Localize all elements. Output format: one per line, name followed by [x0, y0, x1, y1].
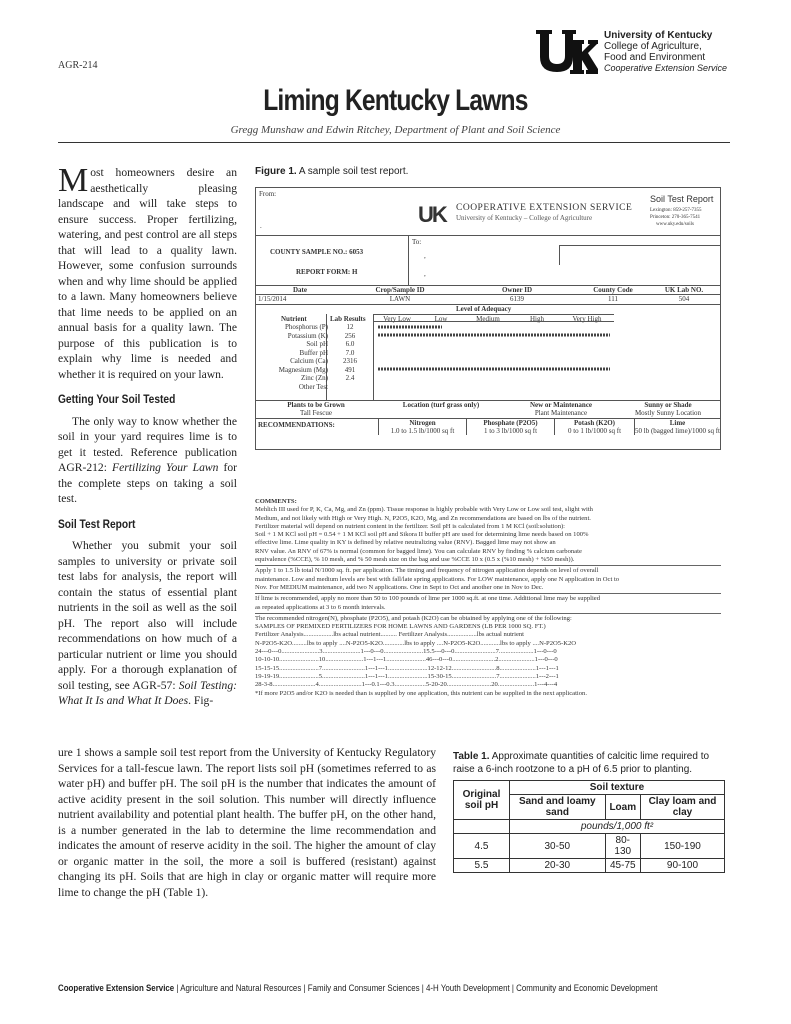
table-row-header: Original soil pH [454, 781, 510, 820]
level-low: Low [434, 315, 448, 323]
figure-caption [255, 166, 408, 177]
report-divider-1 [256, 235, 720, 236]
result-value: 256 [344, 331, 356, 340]
dropcap: M [58, 162, 89, 199]
rec-nitrogen [378, 419, 466, 435]
comment-line: Medium, and not likely with High or Very High. N, P2O5, K2O, Mg, and Zn recommendations are based on lbs of the nutrient. [255, 514, 591, 522]
table-cell: 30-50 [510, 834, 606, 859]
nutrient-name: Buffer pH [299, 348, 328, 357]
rec-lime-label: Lime [669, 419, 686, 427]
comment-line: Nov. For MEDIUM maintenance, add two N applications. One in Sept to Oct and another one in Nov to Dec. [255, 583, 544, 591]
rec-phosphate [466, 419, 554, 435]
result-value: 7.0 [345, 348, 355, 357]
table-cell: 80-130 [605, 834, 640, 859]
comment-line: Fertilizer material will depend on nutrient content in the fertilizer. Soil pH is calculated from 1 M KCl (soil:solution): [255, 522, 566, 530]
comment-line: 24---0---0.......................3.......................1---0---0........................15.5---0---0.........................7.....................1---0---0 [255, 648, 557, 656]
report-col-lab: UK Lab NO. [664, 286, 704, 294]
header-rule [58, 142, 730, 143]
nutrient-name: Calcium (Ca) [290, 357, 328, 365]
report-uk-logo: UK [418, 202, 446, 227]
uk-logo [536, 30, 598, 78]
report-to-dot1: , [424, 252, 426, 260]
para3-text-a: Whether you submit your soil samples to university or private soil test labs for analysis, the report will contain the status of essential plant nutrients in the soil as well as the soil pH. The report also will include recommendations on how much of a particular nutrient or lime you should apply. For a thorough explanation of soil testing, see AGR-57: [58, 539, 237, 692]
report-side-box [559, 245, 720, 265]
result-value: 2316 [343, 357, 357, 365]
comments-divider [255, 565, 721, 566]
table-cell-ph: 4.5 [454, 834, 510, 859]
figure-caption-text: A sample soil test report. [296, 166, 409, 177]
footer-ces: Cooperative Extension Service [58, 983, 175, 993]
table-group-header: Soil texture [510, 781, 725, 795]
comment-line: equivalence (%CCE), % 10 mesh, and % 50 mesh size on the bag and use %CCE 10 x (0.5 x (%10 mesh) + %50 mesh)). [255, 556, 575, 564]
comment-line: effective lime. Lime quality in KY is defined by relative neutralizing value (RNV). Bagged lime may not show an [255, 539, 556, 547]
report-level-adequacy: Level of Adequacy [456, 305, 512, 313]
location-head: Location (turf grass only) [402, 401, 480, 409]
report-princeton: Princeton: 270-365-7541 [650, 215, 701, 220]
nutrient-name: Potassium (K) [287, 331, 328, 340]
report-col-county: County Code [593, 286, 633, 294]
college-name-line1: College of Agriculture, [604, 41, 702, 52]
report-col-owner: Owner ID [501, 286, 532, 294]
publication-code: AGR-214 [58, 60, 98, 71]
comment-line: *If more P2O5 and/or K2O is needed than is supplied by one application, this nutrient can be supplied in the next application. [255, 689, 587, 697]
report-form: REPORT FORM: H [296, 268, 358, 276]
result-value: 6.0 [345, 340, 355, 348]
level-very-high: Very High [572, 315, 602, 323]
para3-text-b: . Fig- [188, 694, 214, 707]
report-nutrient-head: Nutrient [281, 315, 307, 323]
left-column [58, 162, 237, 715]
report-to-dot2: , [424, 270, 426, 278]
table-cell: 20-30 [510, 859, 606, 873]
authors: Gregg Munshaw and Edwin Ritchey, Department of Plant and Soil Science [230, 124, 561, 136]
nutrient-name: Zinc (Zn) [300, 374, 328, 382]
comment-line: 10-10-10........................10.......................1---1---1........................46---0---0..........................2......................1---0---0 [255, 656, 558, 664]
comment-line: Soil + 1 M KCl soil pH = 0.54 + 1 M KCl soil pH and Sikora II buffer pH are used for determining lime needs based on 100% [255, 531, 589, 539]
extension-service-name: Cooperative Extension Service [604, 63, 728, 73]
table-units-row [454, 820, 725, 834]
report-from-dot: . [260, 222, 262, 230]
reference-soil-testing: Soil Testing: What It Is and What It Does [58, 678, 237, 707]
table-cell: 90-100 [640, 859, 724, 873]
table-header-row-1 [454, 781, 725, 795]
reference-fertilizing-your-lawn: Fertilizing Your Lawn [112, 461, 219, 474]
para2-text-b: for the complete steps on taking a soil test. [58, 461, 237, 505]
result-value: 491 [344, 365, 356, 374]
rec-phosphate-value: 1 to 3 lb/1000 sq ft [483, 427, 538, 435]
report-divider-to [408, 235, 409, 285]
table-units: pounds/1,000 ft² [510, 820, 725, 834]
result-value: 2.4 [345, 374, 355, 382]
report-result-values [328, 323, 372, 383]
table-label: Table 1. [453, 751, 490, 762]
rec-potash-label: Potash (K2O) [573, 419, 616, 427]
comment-line: 19-19-19........................5..........................1---1---1........................15-30-15...........................7......................1---2---1 [255, 672, 559, 680]
comment-line: maintenance. Low and medium levels are best with fall/late spring applications. For LOW maintenance, apply one N application in Oct to [255, 575, 620, 583]
soil-ph-paragraph: ure 1 shows a sample soil test report from the University of Kentucky Regulatory Services for a tall-fescue lawn. The report lists soil pH (sometimes referred to as water pH) and buffer pH. The soil pH is the number that indicates the amount of active acidity present in the soil solution. This number will directly influence nutrient availability and potential plant health. The buffer pH, on the other hand, is a number generated in the lab to determine the lime recommendation and indicates the amount of reserve acidity in the soil. The higher the amount of clay or organic matter in the soil, the more a soil is buffered (resistant) against changing its pH. Soils that are high in clay or organic matter will require more lime to change the pH (Table 1). [58, 746, 436, 899]
comment-line: as repeated applications at 3 to 6 month intervals. [255, 603, 386, 611]
report-nutrient-names [258, 323, 328, 391]
nutrient-name: Phosphorus (P) [285, 323, 328, 331]
table-col-header: Sand and loamy sand [510, 795, 606, 820]
report-from: From: [259, 190, 277, 198]
soil-test-report-figure [255, 187, 721, 450]
comment-line: Mehlich III used for P, K, Ca, Mg, and Zn (ppm). Tissue response is highly probable with Very Low or Low soil test, slight with [255, 506, 593, 514]
table-caption-text: Approximate quantities of calcitic lime required to raise a 6-inch rootzone to a pH of 6.5 prior to planting. [453, 751, 710, 775]
report-title: Soil Test Report [650, 194, 714, 204]
rec-nitrogen-label: Nitrogen [409, 419, 436, 427]
institution-block [604, 30, 727, 74]
rec-potash [554, 419, 634, 435]
paragraph-soil-tested [58, 414, 237, 507]
footer [58, 983, 657, 993]
report-county-sample: COUNTY SAMPLE NO.: 6053 [270, 248, 364, 256]
comment-line: Fertilizer Analysis..................lbs actual nutrient.......... Fertilizer Analysis..................lbs actual nutrient [255, 631, 525, 639]
level-high: High [530, 315, 544, 323]
intro-text: ost homeowners desire an aesthetically pleasing landscape and will take steps to ensure success. Proper fertilizing, watering, and pest control are all steps that will lead to a quality lawn. However, some confusion surrounds when and why lime should be applied to a lawn. Many homeowners believe that lime needs to be applied on an annual basis for a quality lawn. The purpose of this publication is to explain why lime is needed and whether it is required on your lawn. [58, 166, 237, 381]
comment-line: 28-3-8..........................4..........................1---0.1---0.3...................5-20-20...........................20......................1---4---4 [255, 681, 558, 689]
report-lexington: Lexington: 859-257-7355 [650, 208, 702, 213]
report-web: www.uky.edu/soils [656, 222, 694, 227]
adequacy-bars [374, 322, 720, 400]
para2-text-a: The only way to know whether the soil in your yard requires lime is to get it tested. Reference publication AGR-212: [58, 414, 237, 474]
report-plants-values [256, 409, 720, 417]
new-maint-head: New or Maintenance [529, 401, 593, 409]
comment-line: 15-15-15........................7..........................1---1---1........................12-12-12...........................8......................1---1---1 [255, 664, 559, 672]
comments-divider [255, 593, 721, 594]
nutrient-name: Magnesium (Mg) [278, 365, 328, 374]
report-comments [255, 498, 721, 698]
report-levels-box [374, 314, 614, 322]
table-cell: 150-190 [640, 834, 724, 859]
report-to: To: [412, 238, 422, 246]
report-id-value-row [256, 295, 720, 303]
plants-val: Tall Fescue [300, 409, 332, 417]
table-col-header: Clay loam and clay [640, 795, 724, 820]
report-val-date: 1/15/2014 [258, 295, 287, 303]
comments-heading: COMMENTS: [255, 498, 297, 505]
figure-label: Figure 1. [255, 166, 297, 177]
report-recs-head: RECOMMENDATIONS: [258, 421, 335, 429]
table-row [454, 859, 725, 873]
report-id-header-row [256, 286, 720, 294]
sun-val: Mostly Sunny Location [634, 409, 702, 417]
table-caption [453, 750, 725, 776]
intro-paragraph [58, 162, 237, 382]
comment-line: If lime is recommended, apply no more than 50 to 100 pounds of lime per 1000 sq.ft. at one time. Additional lime may be supplied [255, 595, 601, 603]
paragraph-soil-test-report [58, 538, 237, 709]
comment-line: Apply 1 to 1.5 lb total N/1000 sq. ft. per application. The timing and frequency of nitrogen application depends on level of overall [255, 567, 599, 575]
table-row [454, 834, 725, 859]
footer-programs: | Agriculture and Natural Resources | Family and Consumer Sciences | 4-H Youth Development | Community and Economic Development [174, 983, 658, 993]
heading-getting-soil-tested: Getting Your Soil Tested [58, 392, 176, 406]
report-val-crop: LAWN [389, 295, 411, 303]
table-units-blank [454, 820, 510, 834]
institution-name: University of Kentucky [604, 30, 713, 41]
report-recs [378, 419, 720, 435]
plants-head: Plants to be Grown [287, 401, 345, 409]
nutrient-name: Soil pH [306, 340, 328, 348]
rec-potash-value: 0 to 1 lb/1000 sq ft [567, 427, 622, 435]
table-cell: 45-75 [605, 859, 640, 873]
report-plants-header [256, 401, 720, 409]
college-name-line2: Food and Environment [604, 52, 706, 63]
rec-lime-value: 50 lb (bagged lime)/1000 sq ft [635, 427, 720, 435]
body-paragraph-wide [58, 745, 436, 900]
rec-lime [634, 419, 720, 435]
nutrient-name: Other Test [298, 382, 328, 391]
lime-quantities-table [453, 780, 725, 873]
new-maint-val: Plant Maintenance [534, 409, 588, 417]
level-medium: Medium [476, 315, 500, 323]
report-ces-sub: University of Kentucky – College of Agriculture [456, 214, 593, 222]
report-col-crop: Crop/Sample ID [375, 286, 425, 294]
result-value: 12 [346, 323, 354, 331]
comment-line: SAMPLES OF PREMIXED FERTILIZERS FOR HOME LAWNS AND GARDENS (LB PER 1000 SQ. FT.) [255, 623, 546, 631]
report-col-date: Date [293, 286, 307, 294]
table-col-header: Loam [605, 795, 640, 820]
report-val-county: 111 [608, 295, 618, 303]
comments-divider [255, 613, 721, 614]
comment-line: The recommended nitrogen(N), phosphate (P2O5), and potash (K2O) can be obtained by applying one of the following: [255, 614, 572, 622]
heading-soil-test-report: Soil Test Report [58, 516, 136, 531]
report-ces-title: COOPERATIVE EXTENSION SERVICE [456, 203, 633, 213]
sun-head: Sunny or Shade [644, 401, 692, 409]
rec-phosphate-label: Phosphate (P2O5) [483, 419, 538, 427]
location-val [376, 409, 506, 417]
rec-nitrogen-value: 1.0 to 1.5 lb/1000 sq ft [390, 427, 455, 435]
report-val-lab: 504 [678, 295, 690, 303]
level-very-low: Very Low [383, 315, 411, 323]
page-title: Liming Kentucky Lawns [263, 84, 528, 117]
comment-line: RNV value. An RNV of 67% is normal (common for bagged lime). You can calculate RNV by finding % calcium carbonate [255, 547, 582, 555]
report-val-owner: 6139 [510, 295, 524, 303]
report-lab-results-head: Lab Results [330, 315, 366, 323]
comment-line: N-P2O5-K2O.........lbs to apply ....N-P2O5-K2O.............lbs to apply ....N-P2O5-K2O............lbs to apply ....N-P2O5-K2O [255, 639, 577, 647]
table-cell-ph: 5.5 [454, 859, 510, 873]
